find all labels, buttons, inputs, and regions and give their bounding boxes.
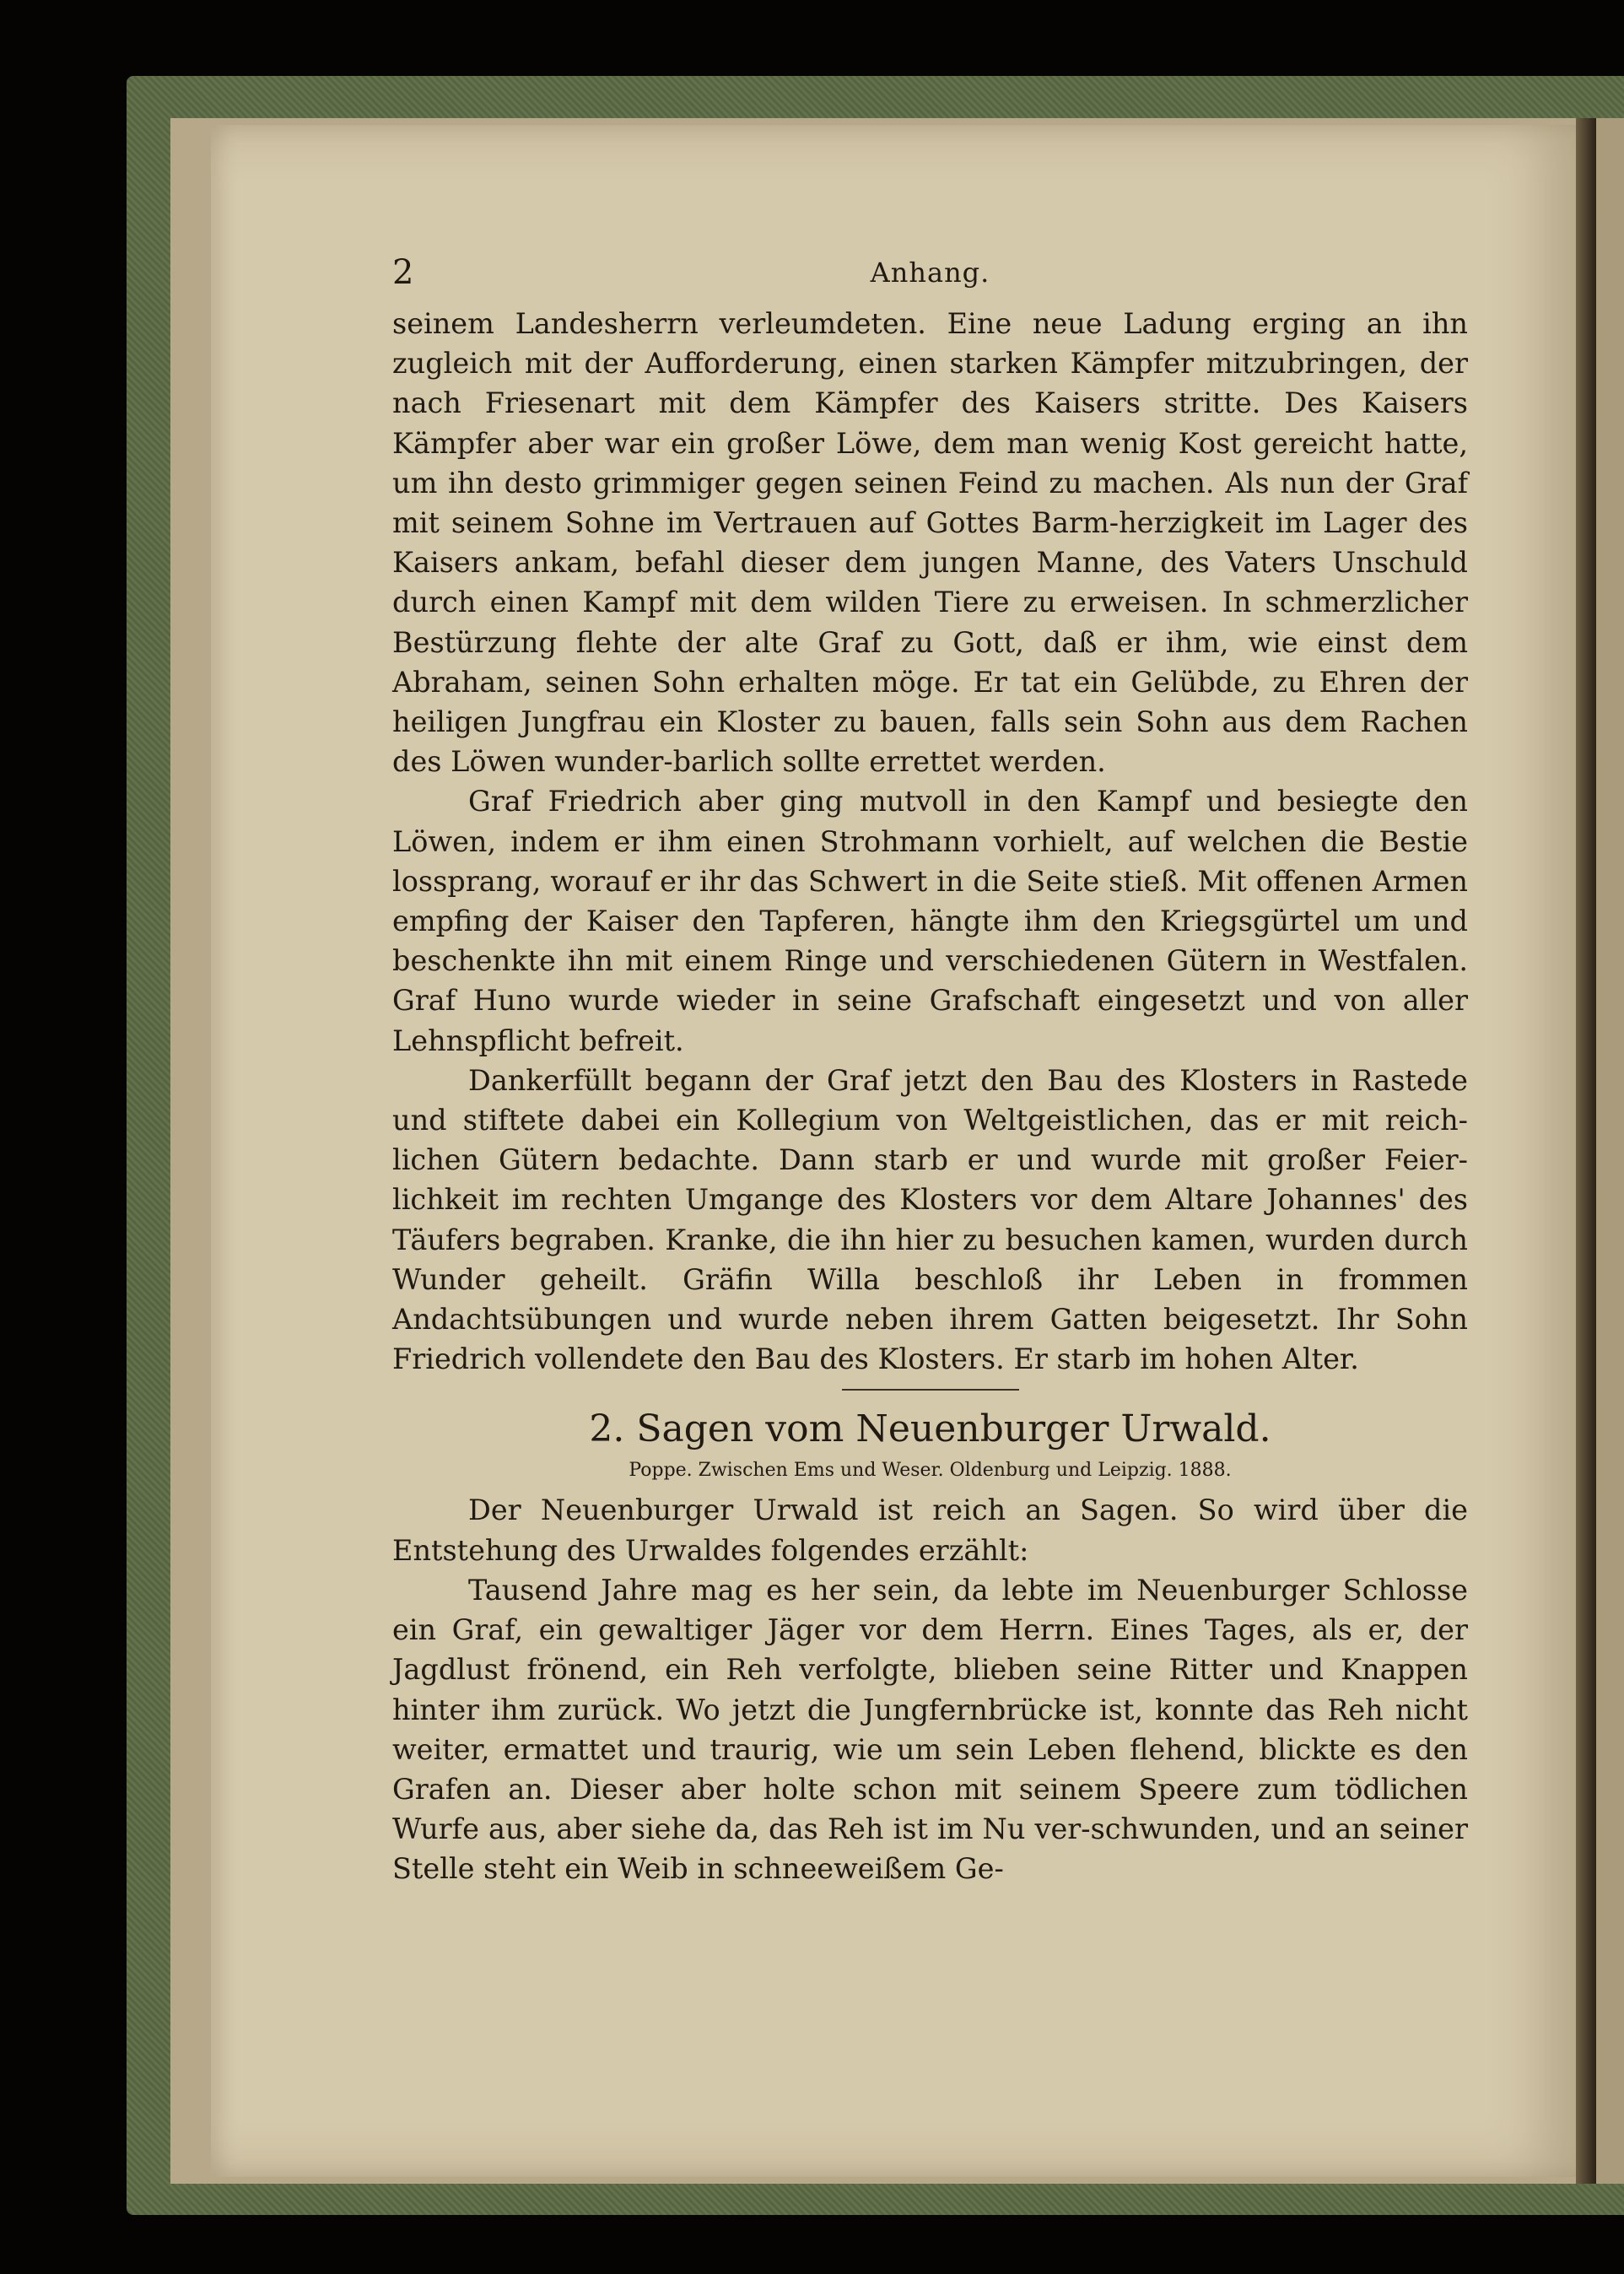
page-number: 2	[392, 253, 414, 292]
book-gutter	[1576, 118, 1596, 2184]
paragraph: Graf Friedrich aber ging mutvoll in den Kampf und besiegte den Löwen, indem er ihm einen Strohmann vorhielt, auf welchen die Bestie lossprang, worauf er ihr das Schwert in die Seite stieß. Mit offenen Armen empfing der Kaiser den Tapferen, hängte ihm den Kriegsgürtel um und beschenkte ihn mit einem Ringe und verschiedenen Gütern in Westfalen. Graf Huno wurde wieder in seine Grafschaft eingesetzt und von aller Lehnspflicht befreit.	[392, 785, 1468, 1057]
running-title: Anhang.	[870, 257, 990, 289]
paragraph-continued: seinem Landesherrn verleumdeten. Eine neue Ladung erging an ihn zugleich mit der Aufforderung, einen starken Kämpfer mitzubringen, der nach Friesenart mit dem Kämpfer des Kaisers stritte. Des Kaisers Kämpfer aber war ein großer Löwe, dem man wenig Kost gereicht hatte, um ihn desto grimmiger gegen seinen Feind zu machen. Als nun der Graf mit seinem Sohne im Vertrauen auf Gottes Barm-herzigkeit im Lager des Kaisers ankam, befahl dieser dem jungen Manne, des Vaters Unschuld durch einen Kampf mit dem wilden Tiere zu erweisen. In schmerzlicher Bestürzung flehte der alte Graf zu Gott, daß er ihm, wie einst dem Abraham, seinen Sohn erhalten möge. Er tat ein Gelübde, zu Ehren der heiligen Jungfrau ein Kloster zu bauen, falls sein Sohn aus dem Rachen des Löwen wunder-barlich sollte errettet werden.	[392, 307, 1468, 779]
paragraph: Der Neuenburger Urwald ist reich an Sagen. So wird über die Entstehung des Urwaldes folgendes erzählt:	[392, 1493, 1468, 1567]
page-content	[392, 253, 1468, 1889]
section-divider	[842, 1389, 1019, 1391]
paragraph: Dankerfüllt begann der Graf jetzt den Bau des Klosters in Rastede und stiftete dabei ein Kollegium von Weltgeistlichen, das er mit reich-lichen Gütern bedachte. Dann starb er und wurde mit großer Feier-lichkeit im rechten Umgange des Klosters vor dem Altare Johannes' des Täufers begraben. Kranke, die ihn hier zu besuchen kamen, wurden durch Wunder geheilt. Gräfin Willa beschloß ihr Leben in frommen Andachtsübungen und wurde neben ihrem Gatten beigesetzt. Ihr Sohn Friedrich vollendete den Bau des Klosters. Er starb im hohen Alter.	[392, 1063, 1468, 1376]
section-heading: 2. Sagen vom Neuenburger Urwald.	[589, 1407, 1271, 1451]
source-citation: Poppe. Zwischen Ems und Weser. Oldenburg und Leipzig. 1888.	[629, 1460, 1232, 1482]
paragraph: Tausend Jahre mag es her sein, da lebte im Neuenburger Schlosse ein Graf, ein gewaltiger Jäger vor dem Herrn. Eines Tages, als er, der Jagdlust frönend, ein Reh verfolgte, blieben seine Ritter und Knappen hinter ihm zurück. Wo jetzt die Jungfernbrücke ist, konnte das Reh nicht weiter, ermattet und traurig, wie um sein Leben flehend, blickte es den Grafen an. Dieser aber holte schon mit seinem Speere zum tödlichen Wurfe aus, aber siehe da, das Reh ist im Nu ver-schwunden, und an seiner Stelle steht ein Weib in schneeweißem Ge-	[392, 1573, 1468, 1886]
facing-page-edge	[1596, 118, 1624, 2184]
running-head	[392, 253, 1468, 304]
